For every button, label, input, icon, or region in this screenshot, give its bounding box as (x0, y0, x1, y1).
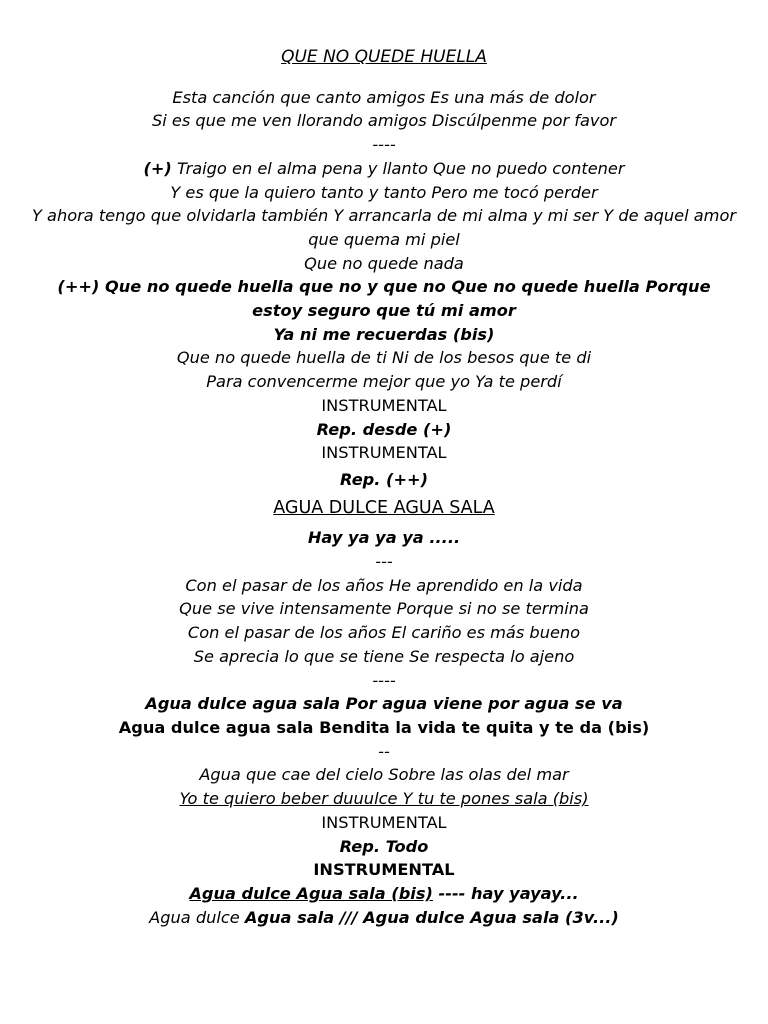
repeat-note: Rep. Todo (339, 836, 429, 856)
instrumental-label: INSTRUMENTAL (321, 812, 447, 832)
section-marker: (+) (143, 158, 172, 178)
lyric-line: Que se vive intensamente Porque si no se termina (179, 599, 589, 619)
lyric-line: Si es que me ven llorando amigos Discúlpenme por favor (151, 111, 617, 131)
lyric-line: Se aprecia lo que se tiene Se respecta lo ajeno (193, 646, 575, 666)
ending-line (0, 882, 768, 906)
ending-plain: Agua dulce (149, 907, 245, 927)
ending-rest: ---- hay yayay... (432, 883, 579, 903)
repeat-note: Rep. desde (+) (316, 419, 452, 439)
chorus-line: Agua dulce agua sala Bendita la vida te quita y te da (bis) (118, 717, 650, 737)
lyric-line: Que no quede nada (304, 253, 464, 273)
chorus-line: Ya ni me recuerdas (bis) (273, 324, 495, 344)
instrumental-label: INSTRUMENTAL (313, 860, 455, 880)
separator: --- (375, 552, 393, 572)
lyric-line (0, 157, 768, 181)
lyric-line: Esta canción que canto amigos Es una más de dolor (172, 87, 596, 107)
lyric-line: Con el pasar de los años El cariño es más bueno (187, 623, 581, 643)
ending-underlined: Agua dulce Agua sala (bis) (189, 883, 433, 903)
lyric-line: Y es que la quiero tanto y tanto Pero me tocó perder (170, 182, 598, 202)
lyric-text: Traigo en el alma pena y llanto Que no puedo contener (171, 158, 625, 178)
separator: -- (378, 741, 390, 761)
lyric-line: Que no quede huella de ti Ni de los besos que te di (176, 348, 592, 368)
separator: ---- (372, 670, 396, 690)
lyric-line: Con el pasar de los años He aprendido en la vida (185, 575, 583, 595)
ending-line (0, 906, 768, 930)
song-title: QUE NO QUEDE HUELLA (281, 47, 487, 67)
lyric-line: Para convencerme mejor que yo Ya te perdí (206, 372, 562, 392)
lyric-line: Agua que cae del cielo Sobre las olas del mar (199, 765, 569, 785)
instrumental-label: INSTRUMENTAL (321, 443, 447, 463)
intro-line: Hay ya ya ya ..... (307, 528, 461, 548)
lyric-line: Y ahora tengo que olvidarla también Y arrancarla de mi alma y mi ser Y de aquel amor que quema mi piel (32, 206, 736, 249)
separator: ---- (372, 135, 396, 155)
ending-bold: Agua sala /// Agua dulce Agua sala (3v...) (244, 907, 619, 927)
lyric-line: Yo te quiero beber duuulce Y tu te pones sala (bis) (179, 789, 589, 809)
song-title: AGUA DULCE AGUA SALA (273, 497, 495, 518)
chorus-line: Agua dulce agua sala Por agua viene por agua se va (145, 694, 623, 714)
instrumental-label: INSTRUMENTAL (321, 395, 447, 415)
repeat-note: Rep. (++) (340, 469, 428, 489)
chorus-line: (++) Que no quede huella que no y que no Que no quede huella Porque estoy seguro que tú mi amor (57, 277, 711, 321)
